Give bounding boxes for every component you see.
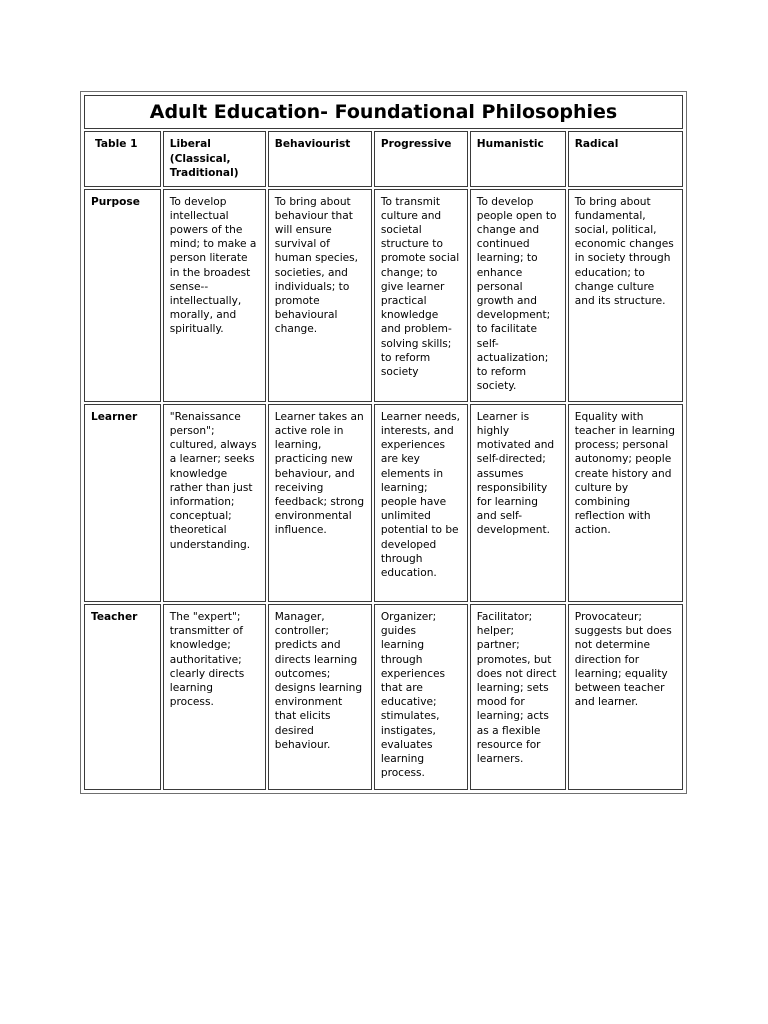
cell-learner-liberal: "Renaissance person"; cultured, always a learner; seeks knowledge rather than just information; conceptual; theoretical understanding. bbox=[163, 404, 266, 602]
column-header-humanistic: Humanistic bbox=[470, 131, 566, 186]
column-header-progressive: Progressive bbox=[374, 131, 468, 186]
cell-teacher-radical: Provocateur; suggests but does not determine direction for learning; equality between teacher and learner. bbox=[568, 604, 683, 790]
cell-teacher-liberal: The "expert"; transmitter of knowledge; authoritative; clearly directs learning process. bbox=[163, 604, 266, 790]
table-row-purpose bbox=[84, 189, 683, 402]
column-header-row bbox=[84, 131, 683, 186]
cell-purpose-humanistic: To develop people open to change and continued learning; to enhance personal growth and development; to facilitate self-actualization; to reform society. bbox=[470, 189, 566, 402]
philosophies-table bbox=[82, 93, 685, 792]
cell-teacher-progressive: Organizer; guides learning through experiences that are educative; stimulates, instigates, evaluates learning process. bbox=[374, 604, 468, 790]
column-header-behaviourist: Behaviourist bbox=[268, 131, 372, 186]
cell-learner-progressive: Learner needs, interests, and experiences are key elements in learning; people have unlimited potential to be developed through education. bbox=[374, 404, 468, 602]
row-header-purpose: Purpose bbox=[84, 189, 161, 402]
cell-teacher-humanistic: Facilitator; helper; partner; promotes, but does not direct learning; sets mood for learning; acts as a flexible resource for learners. bbox=[470, 604, 566, 790]
cell-purpose-radical: To bring about fundamental, social, political, economic changes in society through education; to change culture and its structure. bbox=[568, 189, 683, 402]
column-header-liberal: Liberal (Classical, Traditional) bbox=[163, 131, 266, 186]
cell-purpose-progressive: To transmit culture and societal structure to promote social change; to give learner practical knowledge and problem-solving skills; to reform society bbox=[374, 189, 468, 402]
cell-purpose-behaviourist: To bring about behaviour that will ensure survival of human species, societies, and individuals; to promote behavioural change. bbox=[268, 189, 372, 402]
cell-learner-humanistic: Learner is highly motivated and self-directed; assumes responsibility for learning and self-development. bbox=[470, 404, 566, 602]
title-row bbox=[84, 95, 683, 129]
column-header-radical: Radical bbox=[568, 131, 683, 186]
corner-label: Table 1 bbox=[84, 131, 161, 186]
cell-learner-behaviourist: Learner takes an active role in learning, practicing new behaviour, and receiving feedback; strong environmental influence. bbox=[268, 404, 372, 602]
cell-learner-radical: Equality with teacher in learning process; personal autonomy; people create history and culture by combining reflection with action. bbox=[568, 404, 683, 602]
philosophies-table-frame bbox=[80, 91, 687, 794]
table-row-learner bbox=[84, 404, 683, 602]
row-header-learner: Learner bbox=[84, 404, 161, 602]
table-row-teacher bbox=[84, 604, 683, 790]
table-title: Adult Education- Foundational Philosophies bbox=[84, 95, 683, 129]
cell-purpose-liberal: To develop intellectual powers of the mind; to make a person literate in the broadest sense-- intellectually, morally, and spiritually. bbox=[163, 189, 266, 402]
cell-teacher-behaviourist: Manager, controller; predicts and directs learning outcomes; designs learning environment that elicits desired behaviour. bbox=[268, 604, 372, 790]
row-header-teacher: Teacher bbox=[84, 604, 161, 790]
